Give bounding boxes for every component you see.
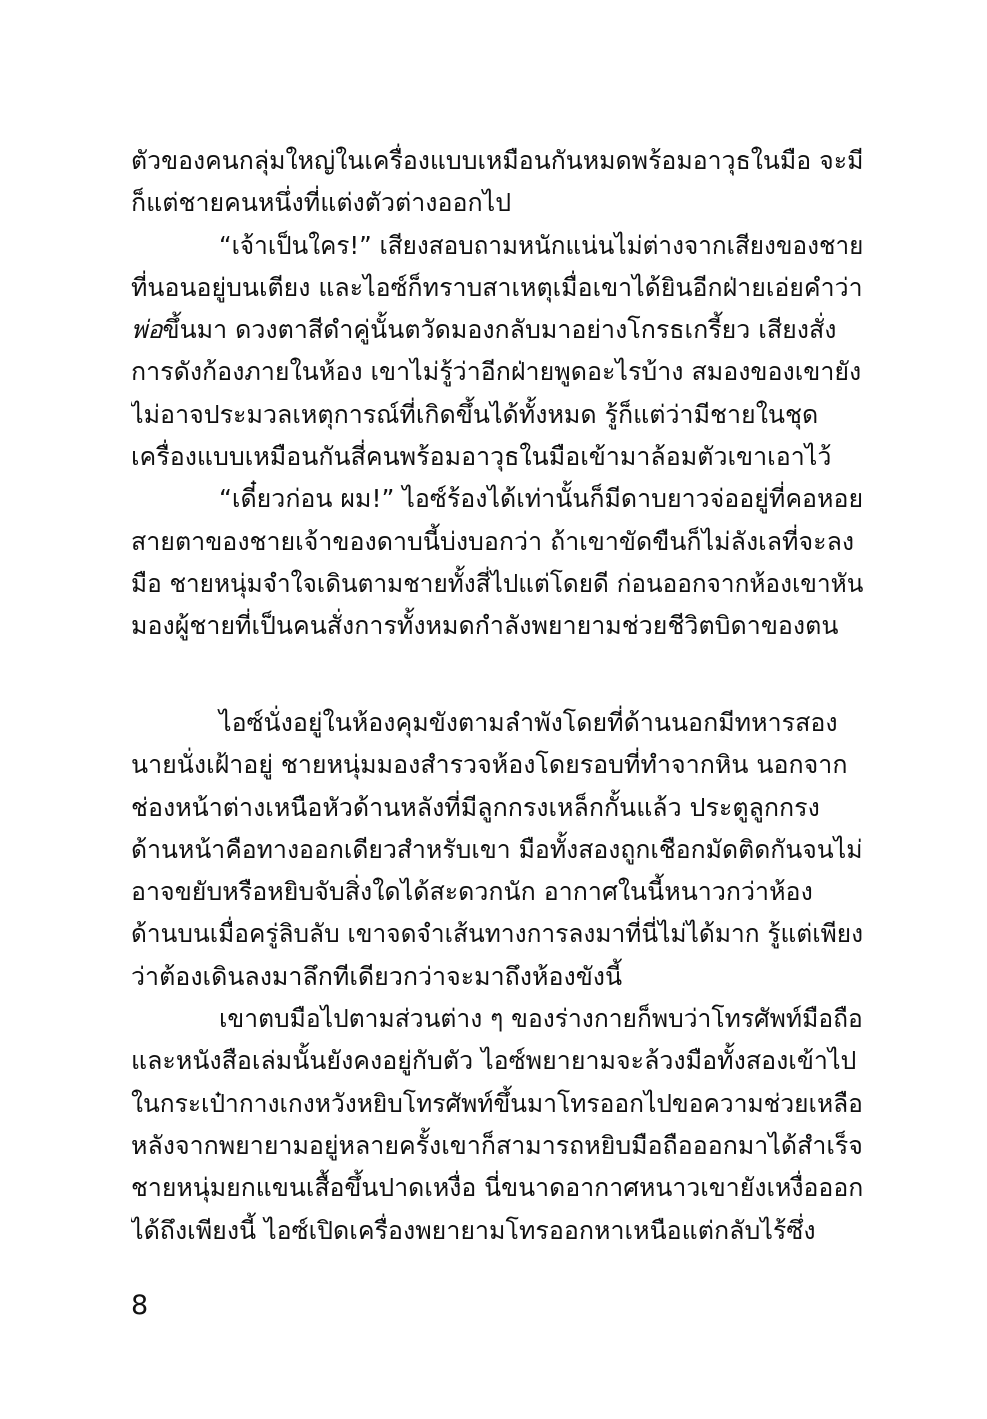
text-run: ด้านบนเมื่อครู่ลิบลับ เขาจดจำเส้นทางการลงมาที่นี่ไม่ได้มาก รู้แต่เพียง [131, 919, 863, 949]
italic-word: พ่อ [131, 315, 163, 345]
text-run: ตัวของคนกลุ่มใหญ่ในเครื่องแบบเหมือนกันหมดพร้อมอาวุธในมือ จะมี [131, 146, 863, 175]
text-line [131, 1210, 863, 1252]
text-line [131, 436, 863, 478]
text-run: ในกระเป๋ากางเกงหวังหยิบโทรศัพท์ขึ้นมาโทรออกไปขอความช่วยเหลือ [131, 1088, 863, 1118]
text-line-content [131, 787, 820, 829]
text-run: ไอซ์นั่งอยู่ในห้องคุมขังตามลำพังโดยที่ด้านนอกมีทหารสอง [219, 708, 838, 737]
text-section-2 [131, 702, 863, 1252]
text-line-content [131, 394, 818, 436]
text-run: ก็แต่ชายคนหนึ่งที่แต่งตัวต่างออกไป [131, 188, 512, 218]
text-line-content [131, 182, 511, 224]
page-number: 8 [131, 1290, 149, 1321]
text-line-content [131, 913, 863, 955]
text-line-content [131, 871, 813, 913]
text-line-content [131, 309, 836, 351]
text-line [131, 1125, 863, 1167]
text-line-content [219, 998, 863, 1040]
text-run: หลังจากพยายามอยู่หลายครั้งเขาก็สามารถหยิบมือถือออกมาได้สำเร็จ [131, 1130, 863, 1160]
text-line [131, 1167, 863, 1209]
text-run: สายตาของชายเจ้าของดาบนี้บ่งบอกว่า ถ้าเขาขัดขืนก็ไม่ลังเลที่จะลง [131, 526, 855, 556]
text-line-content [131, 1210, 816, 1252]
text-run: มองผู้ชายที่เป็นคนสั่งการทั้งหมดกำลังพยายามช่วยชีวิตบิดาของตน [131, 611, 839, 641]
text-run: การดังก้องภายในห้อง เขาไม่รู้ว่าอีกฝ่ายพูดอะไรบ้าง สมองของเขายัง [131, 357, 862, 387]
text-line [131, 998, 863, 1040]
text-run: มือ ชายหนุ่มจำใจเดินตามชายทั้งสี่ไปแต่โดยดี ก่อนออกจากห้องเขาหัน [131, 568, 863, 598]
text-line [131, 744, 863, 786]
text-line [131, 829, 863, 871]
text-line-content [131, 605, 838, 647]
text-line-content [219, 478, 863, 520]
text-line [131, 140, 863, 182]
text-run: ด้านหน้าคือทางออกเดียวสำหรับเขา มือทั้งสองถูกเชือกมัดติดกันจนไม่ [131, 834, 863, 864]
text-line-content [131, 956, 622, 998]
text-run: อาจขยับหรือหยิบจับสิ่งใดได้สะดวกนัก อากาศในนี้หนาวกว่าห้อง [131, 877, 813, 907]
text-run: ขึ้นมา ดวงตาสีดำคู่นั้นตวัดมองกลับมาอย่างโกรธเกรี้ยว เสียงสั่ง [162, 315, 837, 345]
text-line-content [131, 829, 863, 871]
text-line-content [219, 702, 838, 744]
text-line-content [219, 225, 863, 267]
text-line [131, 521, 863, 563]
text-line [131, 563, 863, 605]
text-line [131, 956, 863, 998]
text-run: เครื่องแบบเหมือนกันสี่คนพร้อมอาวุธในมือเข้ามาล้อมตัวเขาเอาไว้ [131, 442, 832, 472]
text-line [131, 787, 863, 829]
text-line [131, 478, 863, 520]
text-line-content [131, 1167, 863, 1209]
text-line-content [131, 744, 847, 786]
text-line [131, 913, 863, 955]
text-run: นายนั่งเฝ้าอยู่ ชายหนุ่มมองสำรวจห้องโดยรอบที่ทำจากหิน นอกจาก [131, 750, 848, 780]
text-line [131, 309, 863, 351]
text-line [131, 871, 863, 913]
text-run: และหนังสือเล่มนั้นยังคงอยู่กับตัว ไอซ์พยายามจะล้วงมือทั้งสองเข้าไป [131, 1046, 857, 1076]
text-line [131, 225, 863, 267]
text-line-content [131, 521, 854, 563]
text-line-content [131, 436, 831, 478]
text-run: ช่องหน้าต่างเหนือหัวด้านหลังที่มีลูกกรงเหล็กกั้นแล้ว ประตูลูกกรง [131, 792, 820, 822]
text-line [131, 605, 863, 647]
text-run: เขาตบมือไปตามส่วนต่าง ๆ ของร่างกายก็พบว่าโทรศัพท์มือถือ [219, 1004, 863, 1034]
text-line [131, 267, 863, 309]
text-line [131, 351, 863, 393]
text-line [131, 702, 863, 744]
text-line-content [131, 563, 863, 605]
text-run: ชายหนุ่มยกแขนเสื้อขึ้นปาดเหงื่อ นี่ขนาดอากาศหนาวเขายังเหงื่อออก [131, 1173, 863, 1203]
text-run: ไม่อาจประมวลเหตุการณ์ที่เกิดขึ้นได้ทั้งหมด รู้ก็แต่ว่ามีชายในชุด [131, 399, 819, 429]
text-line-content [131, 267, 863, 309]
text-run: “เจ้าเป็นใคร!” เสียงสอบถามหนักแน่นไม่ต่างจากเสียงของชาย [219, 230, 863, 260]
text-line-content [131, 140, 863, 182]
text-run: ได้ถึงเพียงนี้ ไอซ์เปิดเครื่องพยายามโทรออกหาเหนือแต่กลับไร้ซึ่ง [131, 1215, 816, 1245]
text-run: ว่าต้องเดินลงมาลึกทีเดียวกว่าจะมาถึงห้องขังนี้ [131, 961, 623, 991]
text-line-content [131, 1040, 856, 1082]
text-line-content [131, 351, 861, 393]
text-run: ที่นอนอยู่บนเตียง และไอซ์ก็ทราบสาเหตุเมื่อเขาได้ยินอีกฝ่ายเอ่ยคำว่า [131, 272, 863, 302]
text-line-content [131, 1125, 863, 1167]
text-run: “เดี๋ยวก่อน ผม!” ไอซ์ร้องได้เท่านั้นก็มีดาบยาวจ่ออยู่ที่คอหอย [219, 484, 863, 514]
text-line [131, 394, 863, 436]
text-section-1 [131, 140, 863, 648]
text-line [131, 182, 863, 224]
text-line [131, 1040, 863, 1082]
text-line [131, 1083, 863, 1125]
text-line-content [131, 1083, 863, 1125]
